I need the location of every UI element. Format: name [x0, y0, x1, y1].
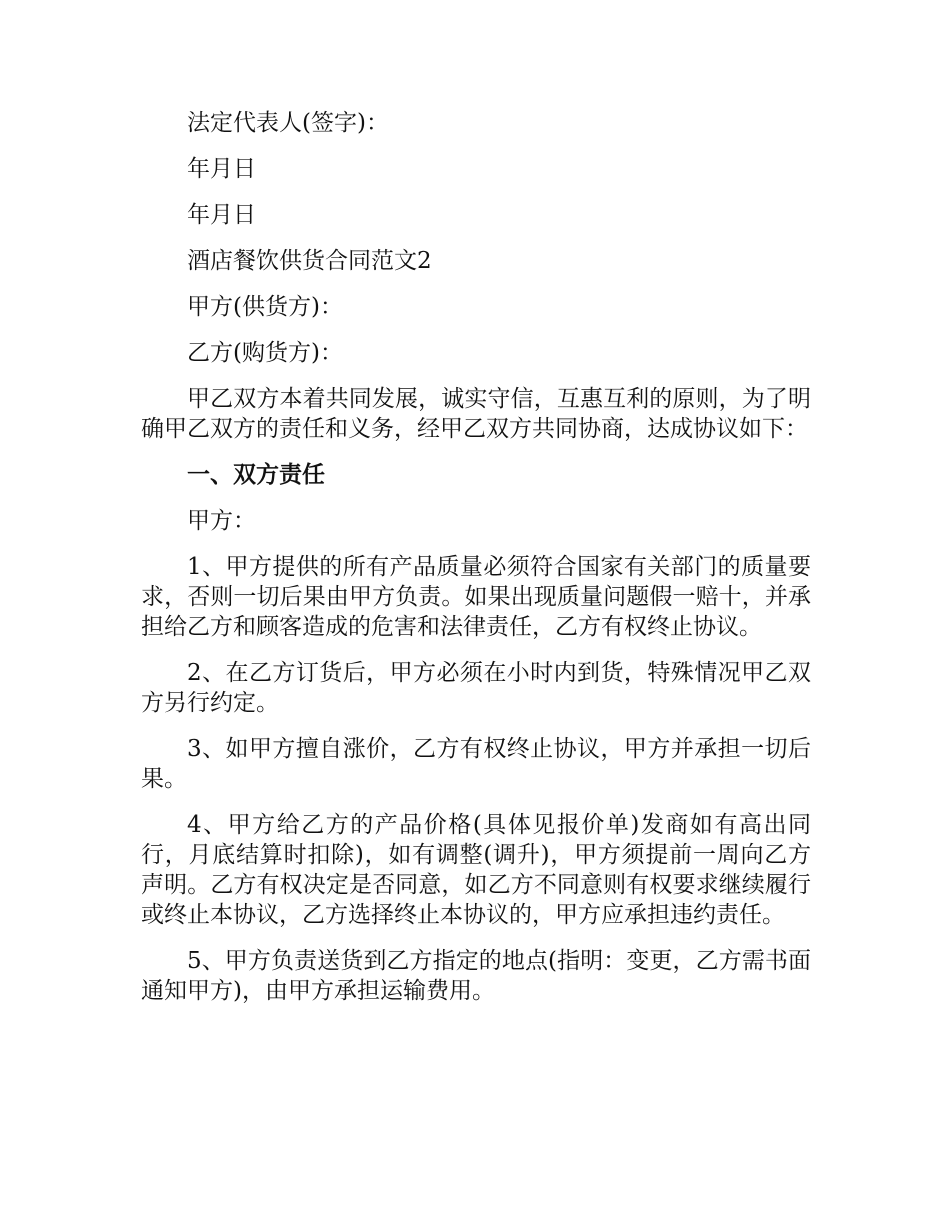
clause-4: 4、甲方给乙方的产品价格(具体见报价单)发商如有高出同行，月底结算时扣除)，如有调整(调升)，甲方须提前一周向乙方声明。乙方有权决定是否同意，如乙方不同意则有权要求继续履行或终止本协议，乙方选择终止本协议的，甲方应承担违约责任。 [141, 812, 811, 928]
preamble-paragraph: 甲乙双方本着共同发展，诚实守信，互惠互利的原则，为了明确甲乙双方的责任和义务，经甲乙双方共同协商，达成协议如下： [141, 386, 811, 442]
document-body [141, 108, 811, 1022]
section-heading: 一、双方责任 [187, 461, 325, 488]
date-line: 年月日 [187, 156, 256, 182]
clause-1: 1、甲方提供的所有产品质量必须符合国家有关部门的质量要求，否则一切后果由甲方负责。如果出现质量问题假一赔十，并承担给乙方和顾客造成的危害和法律责任，乙方有权终止协议。 [141, 554, 811, 640]
clause-5: 5、甲方负责送货到乙方指定的地点(指明：变更，乙方需书面通知甲方)，由甲方承担运输费用。 [141, 948, 811, 1004]
clause-3: 3、如甲方擅自涨价，乙方有权终止协议，甲方并承担一切后果。 [141, 736, 811, 792]
party-a-label: 甲方： [187, 508, 256, 534]
clause-2: 2、在乙方订货后，甲方必须在小时内到货，特殊情况甲乙双方另行约定。 [141, 660, 811, 716]
party-a-line: 甲方(供货方)： [187, 294, 343, 320]
contract-title: 酒店餐饮供货合同范文2 [187, 248, 432, 274]
signature-line: 法定代表人(签字)： [187, 110, 389, 136]
party-b-line: 乙方(购货方)： [187, 340, 343, 366]
date-line: 年月日 [187, 202, 256, 228]
